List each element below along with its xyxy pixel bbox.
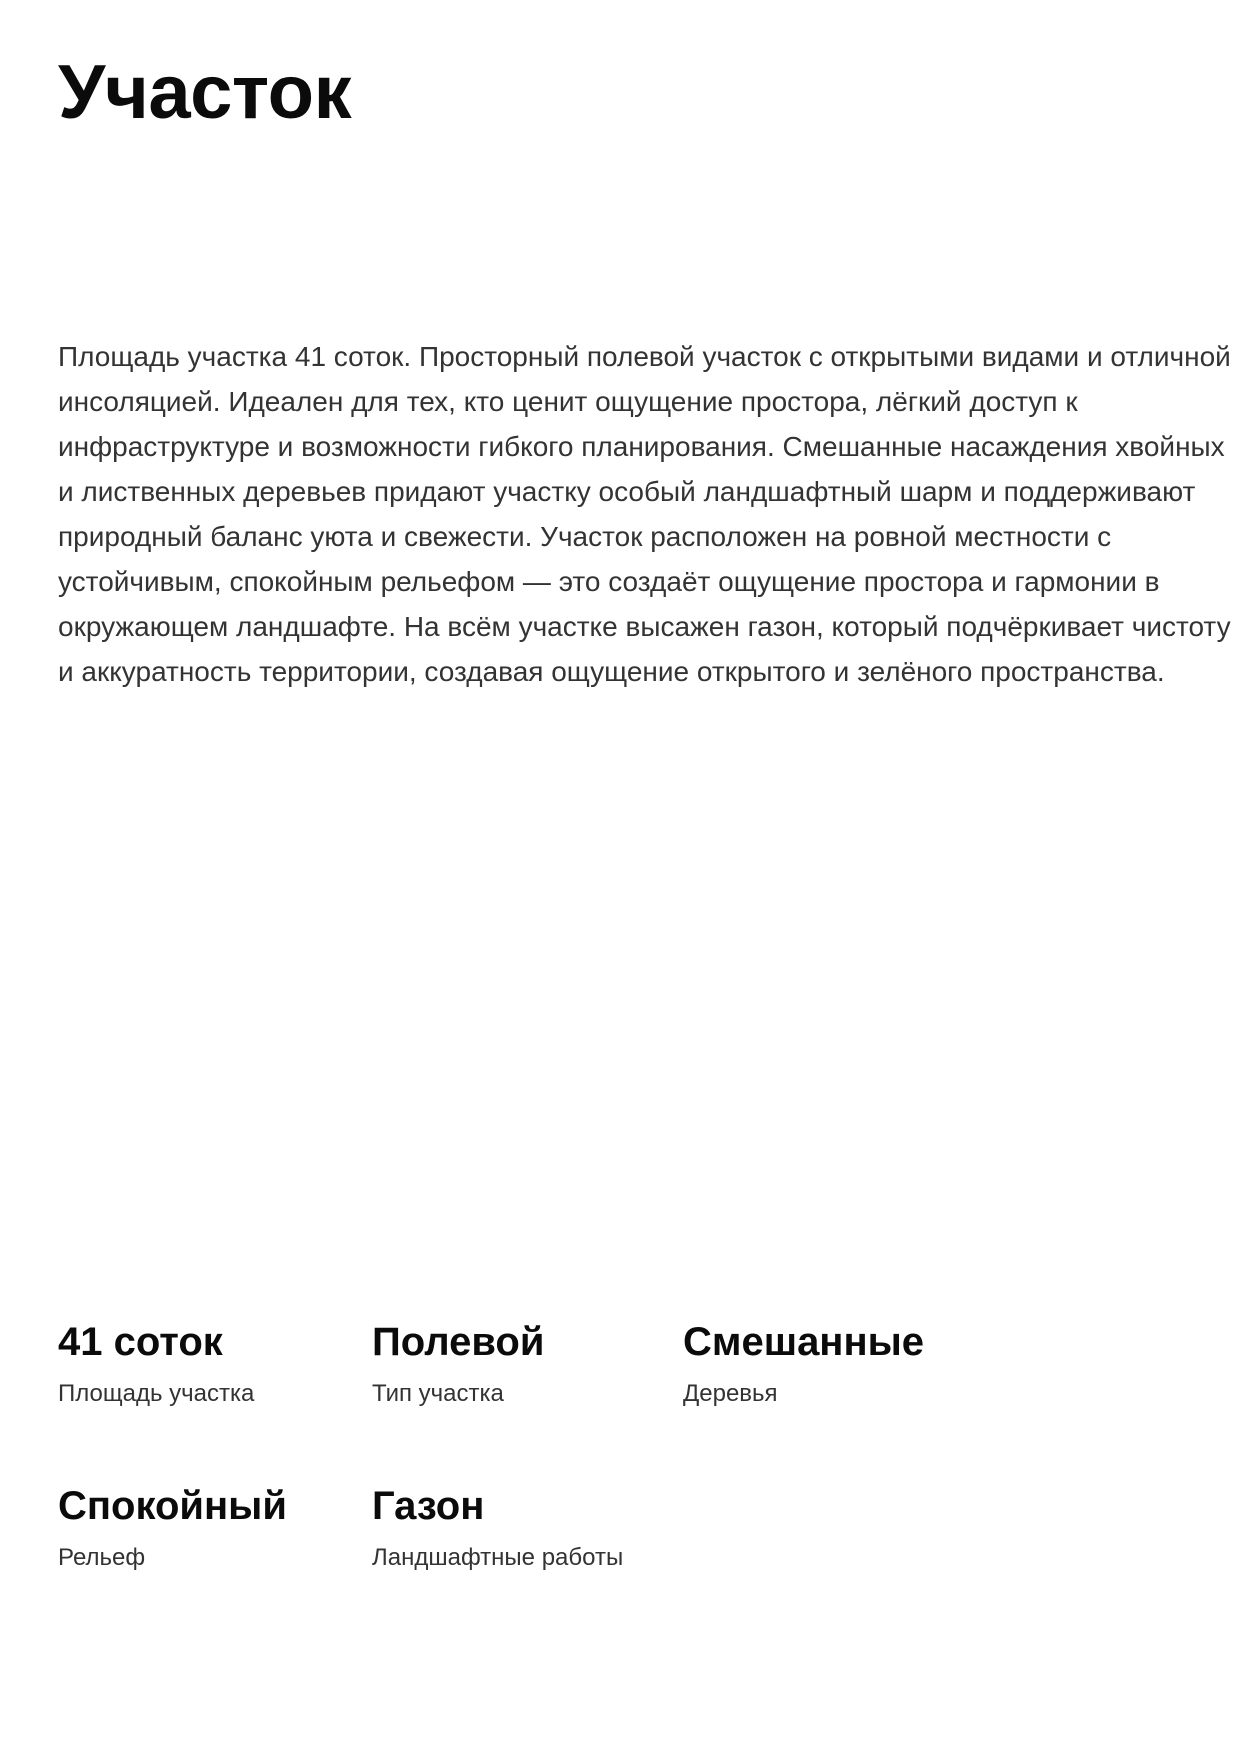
stat-value: Смешанные: [683, 1320, 925, 1364]
stat-label: Рельеф: [58, 1544, 146, 1571]
plot-description: [58, 334, 1231, 694]
stat-label: Деревья: [683, 1380, 778, 1407]
stat-item-type: [372, 1318, 683, 1410]
stat-value: Газон: [372, 1484, 485, 1528]
stat-value: Спокойный: [58, 1484, 287, 1528]
description-line: Площадь участка 41 соток. Просторный полевой участок с открытыми видами и отличной: [58, 341, 1231, 372]
stat-label: Тип участка: [372, 1380, 504, 1407]
description-line: инсоляцией. Идеален для тех, кто ценит ощущение простора, лёгкий доступ к: [58, 386, 1078, 417]
plot-stats-grid: [58, 1318, 924, 1574]
page-title: Участок: [58, 50, 352, 135]
stat-item-landscaping: [372, 1482, 683, 1574]
description-line: устойчивым, спокойным рельефом — это создаёт ощущение простора и гармонии в: [58, 566, 1160, 597]
stat-item-trees: [683, 1318, 924, 1410]
description-line: инфраструктуре и возможности гибкого планирования. Смешанные насаждения хвойных: [58, 431, 1225, 462]
stat-value: 41 соток: [58, 1320, 223, 1364]
description-line: и лиственных деревьев придают участку особый ландшафтный шарм и поддерживают: [58, 476, 1196, 507]
stat-value: Полевой: [372, 1320, 545, 1364]
description-line: окружающем ландшафте. На всём участке высажен газон, который подчёркивает чистоту: [58, 611, 1231, 642]
stat-label: Ландшафтные работы: [372, 1544, 624, 1571]
description-line: и аккуратность территории, создавая ощущение открытого и зелёного пространства.: [58, 656, 1165, 687]
stat-item-relief: [58, 1482, 372, 1574]
description-line: природный баланс уюта и свежести. Участок расположен на ровной местности с: [58, 521, 1112, 552]
stat-item-area: [58, 1318, 372, 1410]
stat-label: Площадь участка: [58, 1380, 255, 1407]
